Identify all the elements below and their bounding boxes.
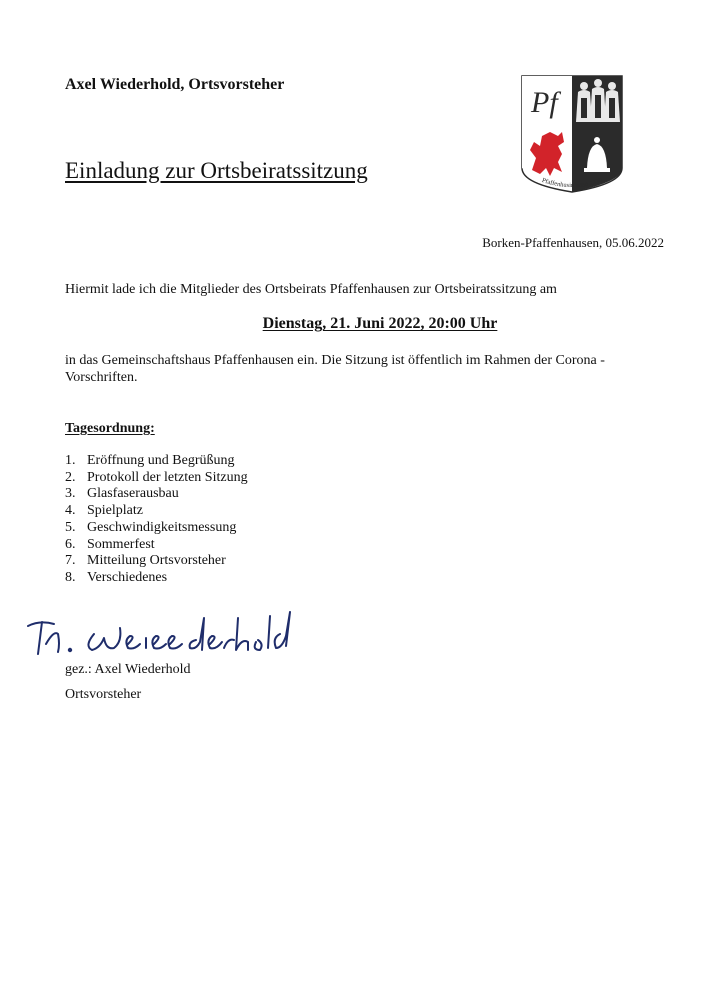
document-title: Einladung zur Ortsbeiratssitzung	[65, 158, 368, 183]
meeting-date: Dienstag, 21. Juni 2022, 20:00 Uhr	[262, 315, 498, 332]
place-and-date: Borken-Pfaffenhausen, 05.06.2022	[482, 235, 664, 250]
handwritten-signature	[24, 604, 304, 662]
crest-inscription: Pfaffenhusin anno 1330	[540, 177, 604, 190]
agenda-heading: Tagesordnung:	[65, 421, 155, 436]
svg-text:Pf: Pf	[531, 86, 558, 119]
location-text: in das Gemeinschaftshaus Pfaffenhausen ein. Die Sitzung ist öffentlich im Rahmen der Corona - Vorschriften.	[65, 353, 605, 385]
intro-text: Hiermit lade ich die Mitglieder des Ortsbeirats Pfaffenhausen zur Ortsbeiratssitzung am	[65, 282, 557, 297]
agenda-item: 7. Mitteilung Ortsvorsteher	[65, 553, 226, 569]
agenda-item: 5. Geschwindigkeitsmessung	[65, 519, 237, 535]
signer-role: Ortsvorsteher	[65, 687, 142, 702]
agenda-list	[65, 453, 248, 587]
agenda-item: 3. Glasfaserausbau	[65, 486, 179, 502]
signed-by: gez.: Axel Wiederhold	[65, 662, 191, 677]
agenda-item: 6. Sommerfest	[65, 536, 155, 552]
agenda-item: 2. Protokoll der letzten Sitzung	[65, 469, 248, 485]
sender-name: Axel Wiederhold, Ortsvorsteher	[65, 76, 285, 93]
agenda-item: 4. Spielplatz	[65, 503, 143, 519]
village-crest-logo	[518, 72, 626, 198]
agenda-item: 8. Verschiedenes	[65, 569, 168, 585]
agenda-item: 1. Eröffnung und Begrüßung	[65, 453, 235, 468]
